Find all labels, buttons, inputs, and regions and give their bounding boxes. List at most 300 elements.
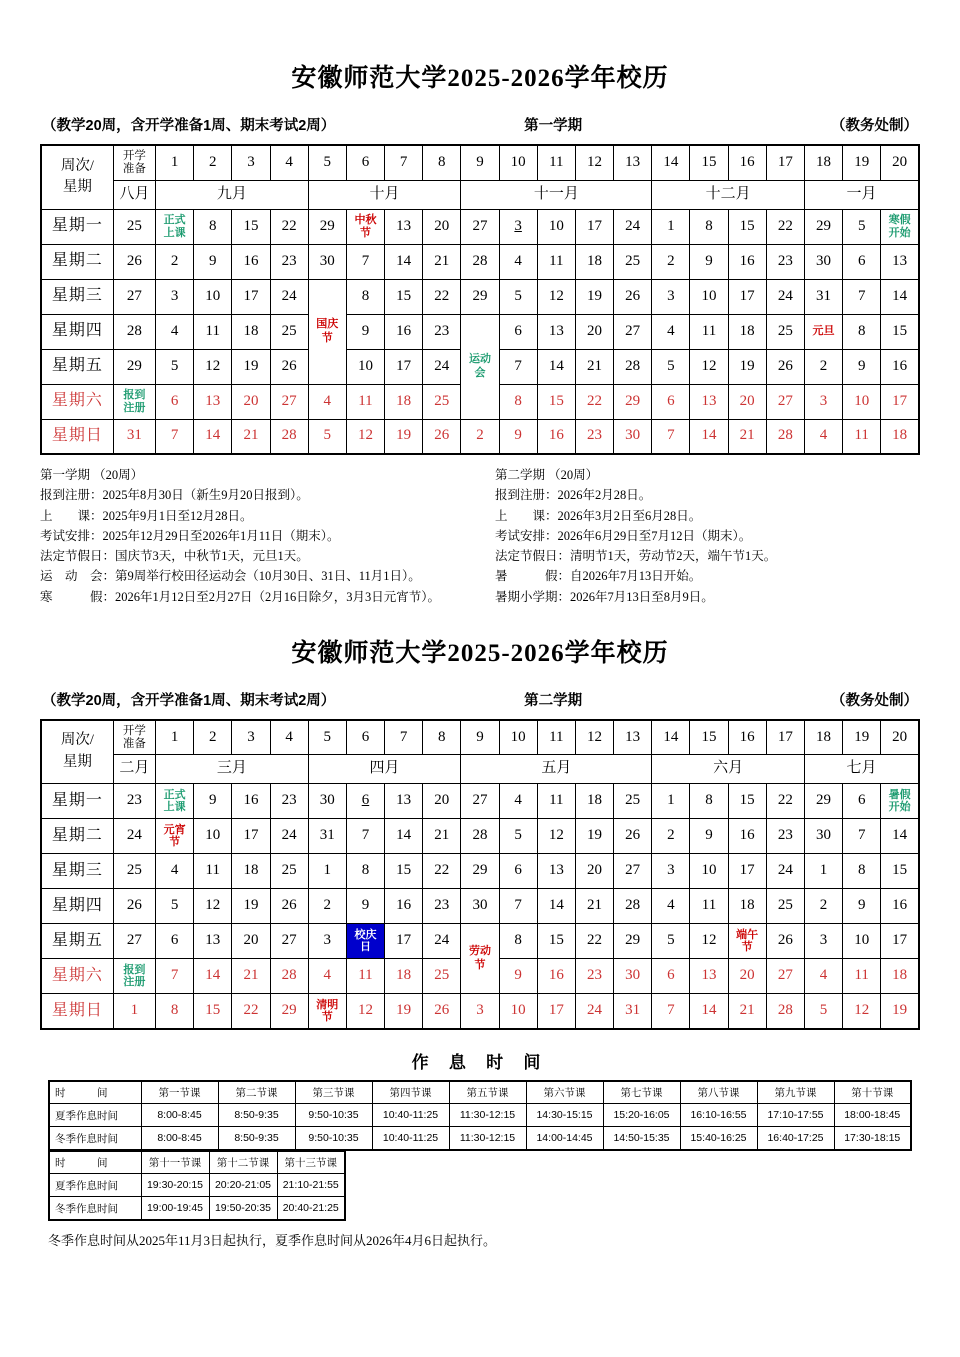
date-cell: 19 xyxy=(232,349,270,384)
winter-schedule-row-cell: 9:50-10:35 xyxy=(295,1127,372,1150)
date-cell: 19 xyxy=(881,994,919,1029)
calendar-day-row xyxy=(41,819,919,854)
date-cell: 9 xyxy=(690,819,728,854)
date-cell: 3 xyxy=(156,279,194,314)
summer-schedule-label: 夏季作息时间 xyxy=(49,1174,141,1197)
date-cell: 20 xyxy=(728,959,766,994)
date-cell: 19 xyxy=(575,279,613,314)
note-text: 2026年1月12日至2月27日（2月16日除夕，3月3日元宵节）。 xyxy=(115,589,441,604)
month-label-cell: 六月 xyxy=(652,755,805,784)
date-cell: 26 xyxy=(270,889,308,924)
calendar-day-row xyxy=(41,924,919,959)
date-cell: 25 xyxy=(423,384,461,419)
week-number-cell: 18 xyxy=(804,145,842,180)
date-cell: 8 xyxy=(499,384,537,419)
date-cell: 16 xyxy=(537,959,575,994)
date-cell: 26 xyxy=(113,244,155,279)
date-cell: 21 xyxy=(728,994,766,1029)
date-cell: 18 xyxy=(385,384,423,419)
date-cell: 19 xyxy=(232,889,270,924)
summer-schedule-row-cell: 9:50-10:35 xyxy=(295,1104,372,1127)
date-cell: 7 xyxy=(652,419,690,454)
date-cell: 14 xyxy=(690,994,728,1029)
date-cell: 2 xyxy=(156,244,194,279)
date-cell: 1 xyxy=(804,854,842,889)
weekday-label: 星期二 xyxy=(41,819,113,854)
schedule-time-header: 时 间 xyxy=(49,1151,141,1174)
date-cell: 2 xyxy=(652,819,690,854)
date-cell: 26 xyxy=(614,819,652,854)
winter-schedule-row-cell: 17:30-18:15 xyxy=(834,1127,911,1150)
date-cell: 11 xyxy=(537,244,575,279)
weekday-label: 星期二 xyxy=(41,244,113,279)
date-cell: 25 xyxy=(270,854,308,889)
date-cell: 27 xyxy=(270,924,308,959)
date-cell: 11 xyxy=(194,854,232,889)
week-number-cell: 9 xyxy=(461,720,499,755)
date-cell: 23 xyxy=(423,889,461,924)
date-cell: 9 xyxy=(843,349,881,384)
date-cell: 29 xyxy=(270,994,308,1029)
summer-schedule-row-cell: 17:10-17:55 xyxy=(757,1104,834,1127)
summer-schedule-row-cell: 10:40-11:25 xyxy=(372,1104,449,1127)
date-cell: 16 xyxy=(385,314,423,349)
month-row xyxy=(41,180,919,209)
event-cell: 元宵 节 xyxy=(156,819,194,854)
date-cell: 18 xyxy=(575,244,613,279)
date-cell: 27 xyxy=(614,314,652,349)
date-cell: 17 xyxy=(728,854,766,889)
weekday-label: 星期日 xyxy=(41,419,113,454)
weekday-label: 星期一 xyxy=(41,209,113,244)
date-cell: 12 xyxy=(843,994,881,1029)
event-cell: 中秋 节 xyxy=(346,209,384,244)
date-cell: 10 xyxy=(194,279,232,314)
date-cell: 13 xyxy=(194,384,232,419)
date-cell: 2 xyxy=(308,889,346,924)
week-number-cell: 6 xyxy=(346,145,384,180)
date-cell: 22 xyxy=(575,384,613,419)
week-number-cell: 12 xyxy=(575,720,613,755)
date-cell: 30 xyxy=(308,784,346,819)
date-cell: 17 xyxy=(881,384,919,419)
date-cell: 9 xyxy=(194,244,232,279)
date-cell: 19 xyxy=(575,819,613,854)
date-cell: 23 xyxy=(113,784,155,819)
week-number-cell: 1 xyxy=(156,145,194,180)
date-cell: 3 xyxy=(804,924,842,959)
date-cell: 3 xyxy=(308,924,346,959)
schedule-header-row-cell: 第二节课 xyxy=(218,1081,295,1104)
week-number-cell: 19 xyxy=(843,145,881,180)
semester-2-note-line xyxy=(495,587,920,607)
date-cell: 1 xyxy=(652,784,690,819)
teaching-weeks-note-2: （教学20周，含开学准备1周、期末考试2周） xyxy=(42,692,336,709)
date-cell: 26 xyxy=(423,994,461,1029)
date-cell: 25 xyxy=(614,244,652,279)
date-cell: 12 xyxy=(690,924,728,959)
week-number-cell: 13 xyxy=(614,145,652,180)
date-cell: 22 xyxy=(423,854,461,889)
date-cell: 25 xyxy=(113,209,155,244)
note-text: 第9周举行校田径运动会（10月30日、31日、11月1日）。 xyxy=(115,569,421,584)
date-cell: 17 xyxy=(385,349,423,384)
date-cell: 1 xyxy=(652,209,690,244)
note-label: 暑期小学期： xyxy=(495,589,571,604)
date-cell: 17 xyxy=(537,994,575,1029)
week-number-cell: 10 xyxy=(499,720,537,755)
date-cell: 26 xyxy=(766,924,804,959)
schedule-header-row-cell: 第十一节课 xyxy=(141,1151,209,1174)
semester-1-notes xyxy=(40,465,495,607)
note-label: 暑 假： xyxy=(495,569,571,584)
date-cell: 27 xyxy=(461,784,499,819)
event-span-cell: 运动 会 xyxy=(461,314,499,419)
week-number-cell: 15 xyxy=(690,145,728,180)
date-cell: 13 xyxy=(385,209,423,244)
date-cell: 4 xyxy=(652,314,690,349)
date-cell: 16 xyxy=(232,784,270,819)
date-cell: 24 xyxy=(270,819,308,854)
date-cell: 8 xyxy=(194,209,232,244)
schedule-header-row-cell: 第三节课 xyxy=(295,1081,372,1104)
date-cell: 20 xyxy=(575,314,613,349)
month-label-cell: 一月 xyxy=(804,180,919,209)
date-cell: 10 xyxy=(537,209,575,244)
date-cell: 23 xyxy=(766,244,804,279)
date-cell: 14 xyxy=(537,889,575,924)
schedule-tables xyxy=(48,1080,920,1221)
table-corner-label: 周次/ 星期 xyxy=(41,145,113,209)
date-cell: 20 xyxy=(423,209,461,244)
date-cell: 23 xyxy=(270,784,308,819)
date-cell: 25 xyxy=(113,854,155,889)
date-cell: 20 xyxy=(423,784,461,819)
date-cell: 10 xyxy=(194,819,232,854)
note-label: 法定节假日： xyxy=(495,549,571,563)
date-cell: 29 xyxy=(614,384,652,419)
note-label: 考试安排： xyxy=(40,528,103,543)
date-cell: 11 xyxy=(194,314,232,349)
date-cell: 5 xyxy=(308,419,346,454)
note-label: 考试安排： xyxy=(495,528,558,543)
date-cell: 10 xyxy=(843,384,881,419)
date-cell: 30 xyxy=(804,819,842,854)
date-cell: 16 xyxy=(728,819,766,854)
weekday-label: 星期六 xyxy=(41,384,113,419)
date-cell: 17 xyxy=(728,279,766,314)
winter-schedule-row-cell: 10:40-11:25 xyxy=(372,1127,449,1150)
date-cell: 14 xyxy=(881,279,919,314)
date-cell: 6 xyxy=(843,784,881,819)
date-cell: 7 xyxy=(843,819,881,854)
note-text: 2025年12月29日至2026年1月11日（期末）。 xyxy=(102,528,340,543)
weekday-label: 星期三 xyxy=(41,279,113,314)
schedule-title: 作 息 时 间 xyxy=(411,1052,549,1072)
schedule-header-row-cell: 第八节课 xyxy=(680,1081,757,1104)
date-cell: 15 xyxy=(537,924,575,959)
teaching-weeks-note-1: （教学20周，含开学准备1周、期末考试2周） xyxy=(42,118,336,134)
schedule-header-row-cell: 第十节课 xyxy=(834,1081,911,1104)
date-cell: 11 xyxy=(843,419,881,454)
date-cell: 3 xyxy=(652,854,690,889)
weekday-label: 星期四 xyxy=(41,314,113,349)
calendar-day-row xyxy=(41,279,919,314)
date-cell: 30 xyxy=(614,419,652,454)
date-cell: 27 xyxy=(461,209,499,244)
date-cell: 17 xyxy=(232,819,270,854)
date-cell: 29 xyxy=(804,209,842,244)
date-cell: 22 xyxy=(232,994,270,1029)
date-cell: 7 xyxy=(346,819,384,854)
week-number-cell: 17 xyxy=(766,145,804,180)
date-cell: 6 xyxy=(156,924,194,959)
calendar-day-row xyxy=(41,209,919,244)
date-cell: 15 xyxy=(881,854,919,889)
date-cell: 14 xyxy=(690,419,728,454)
weekday-label: 星期日 xyxy=(41,994,113,1029)
date-cell: 8 xyxy=(690,784,728,819)
date-cell: 4 xyxy=(156,314,194,349)
date-cell: 10 xyxy=(499,994,537,1029)
date-cell: 16 xyxy=(728,244,766,279)
date-cell: 28 xyxy=(614,349,652,384)
date-cell: 15 xyxy=(385,279,423,314)
date-cell: 4 xyxy=(308,384,346,419)
schedule-header-row-cell: 第九节课 xyxy=(757,1081,834,1104)
date-cell: 5 xyxy=(156,889,194,924)
date-cell: 8 xyxy=(346,279,384,314)
date-cell: 27 xyxy=(113,279,155,314)
month-row xyxy=(41,755,919,784)
date-cell: 16 xyxy=(232,244,270,279)
date-cell: 30 xyxy=(804,244,842,279)
date-cell: 24 xyxy=(270,279,308,314)
note-label: 运 动 会： xyxy=(40,569,116,584)
date-cell: 8 xyxy=(843,314,881,349)
event-cell: 寒假 开始 xyxy=(881,209,919,244)
date-cell: 5 xyxy=(652,349,690,384)
date-cell: 26 xyxy=(614,279,652,314)
date-cell: 17 xyxy=(232,279,270,314)
date-cell: 25 xyxy=(766,889,804,924)
prep-week-header: 开学 准备 xyxy=(113,720,155,755)
week-number-cell: 7 xyxy=(385,145,423,180)
date-cell: 22 xyxy=(575,924,613,959)
week-number-cell: 1 xyxy=(156,720,194,755)
week-number-cell: 20 xyxy=(881,720,919,755)
note-text: 国庆节3天，中秋节1天，元旦1天。 xyxy=(115,549,309,563)
date-cell: 26 xyxy=(270,349,308,384)
date-cell: 3 xyxy=(804,384,842,419)
date-cell: 29 xyxy=(614,924,652,959)
date-cell: 20 xyxy=(728,384,766,419)
event-cell: 暑假 开始 xyxy=(881,784,919,819)
date-cell: 11 xyxy=(537,784,575,819)
date-cell: 5 xyxy=(499,279,537,314)
date-cell: 15 xyxy=(881,314,919,349)
week-number-cell: 8 xyxy=(423,720,461,755)
month-label-cell: 十月 xyxy=(308,180,461,209)
schedule-header-row-cell: 第一节课 xyxy=(141,1081,218,1104)
schedule-header-row-cell: 第七节课 xyxy=(603,1081,680,1104)
date-cell: 13 xyxy=(881,244,919,279)
date-cell: 3 xyxy=(652,279,690,314)
date-cell: 14 xyxy=(194,959,232,994)
month-label-cell: 二月 xyxy=(113,755,155,784)
date-cell: 28 xyxy=(270,419,308,454)
date-cell: 31 xyxy=(614,994,652,1029)
winter-schedule-row-cell: 15:40-16:25 xyxy=(680,1127,757,1150)
semester-2-note-line xyxy=(495,566,920,586)
date-cell: 31 xyxy=(308,819,346,854)
summer-schedule-row-cell: 21:10-21:55 xyxy=(277,1174,345,1197)
week-number-cell: 9 xyxy=(461,145,499,180)
date-cell: 22 xyxy=(423,279,461,314)
date-cell: 5 xyxy=(843,209,881,244)
date-cell: 7 xyxy=(156,959,194,994)
date-cell: 2 xyxy=(804,889,842,924)
date-cell: 6 xyxy=(156,384,194,419)
schedule-header-row-cell: 第四节课 xyxy=(372,1081,449,1104)
note-label: 报到注册： xyxy=(40,488,103,503)
month-label-cell: 八月 xyxy=(113,180,155,209)
evening-schedule-table xyxy=(48,1150,346,1221)
summer-schedule-row-cell: 18:00-18:45 xyxy=(834,1104,911,1127)
date-cell: 16 xyxy=(385,889,423,924)
date-cell: 24 xyxy=(575,994,613,1029)
winter-schedule-row-cell: 16:40-17:25 xyxy=(757,1127,834,1150)
date-cell: 18 xyxy=(728,889,766,924)
date-cell: 27 xyxy=(766,384,804,419)
event-cell: 端午 节 xyxy=(728,924,766,959)
table-corner-label: 周次/ 星期 xyxy=(41,720,113,784)
week-number-cell: 18 xyxy=(804,720,842,755)
date-cell: 1 xyxy=(113,994,155,1029)
date-cell: 18 xyxy=(881,959,919,994)
date-cell: 23 xyxy=(270,244,308,279)
date-cell: 25 xyxy=(766,314,804,349)
event-cell: 元旦 xyxy=(804,314,842,349)
schedule-header-row-cell: 第十三节课 xyxy=(277,1151,345,1174)
date-cell: 5 xyxy=(499,819,537,854)
schedule-header-row xyxy=(49,1081,911,1104)
date-cell: 21 xyxy=(232,959,270,994)
summer-schedule-row-cell: 8:00-8:45 xyxy=(141,1104,218,1127)
date-cell: 4 xyxy=(499,244,537,279)
week-number-cell: 12 xyxy=(575,145,613,180)
date-cell: 20 xyxy=(232,924,270,959)
date-cell: 23 xyxy=(423,314,461,349)
month-label-cell: 十二月 xyxy=(652,180,805,209)
date-cell: 21 xyxy=(728,419,766,454)
date-cell: 13 xyxy=(194,924,232,959)
page-title-semester-1: 安徽师范大学2025-2026学年校历 xyxy=(291,65,669,92)
date-cell: 18 xyxy=(881,419,919,454)
calendar-day-row xyxy=(41,419,919,454)
date-cell: 28 xyxy=(461,819,499,854)
date-cell: 13 xyxy=(385,784,423,819)
week-number-cell: 4 xyxy=(270,145,308,180)
semester-1-note-line xyxy=(40,566,495,586)
schedule-header-row-cell: 第十二节课 xyxy=(209,1151,277,1174)
winter-schedule-row-cell: 8:00-8:45 xyxy=(141,1127,218,1150)
date-cell: 14 xyxy=(537,349,575,384)
semester-notes xyxy=(40,465,920,607)
date-cell: 2 xyxy=(652,244,690,279)
note-text: 2025年9月1日至12月28日。 xyxy=(102,508,253,523)
schedule-header-row-cell: 第六节课 xyxy=(526,1081,603,1104)
date-cell: 9 xyxy=(499,419,537,454)
winter-schedule-row-cell: 19:50-20:35 xyxy=(209,1197,277,1220)
date-cell: 11 xyxy=(346,384,384,419)
date-cell: 12 xyxy=(690,349,728,384)
date-cell: 31 xyxy=(113,419,155,454)
note-text: 2026年3月2日至6月28日。 xyxy=(557,508,702,523)
date-cell: 9 xyxy=(843,889,881,924)
semester-1-note-line xyxy=(40,587,495,607)
week-number-cell: 17 xyxy=(766,720,804,755)
week-number-cell: 20 xyxy=(881,145,919,180)
week-number-cell: 13 xyxy=(614,720,652,755)
week-number-cell: 3 xyxy=(232,145,270,180)
date-cell: 6 xyxy=(499,854,537,889)
subheader-semester-1 xyxy=(40,114,920,135)
date-cell: 23 xyxy=(766,819,804,854)
date-cell: 24 xyxy=(614,209,652,244)
calendar-day-row xyxy=(41,314,919,349)
date-cell: 4 xyxy=(652,889,690,924)
date-cell: 5 xyxy=(652,924,690,959)
date-cell: 30 xyxy=(308,244,346,279)
date-cell: 4 xyxy=(804,419,842,454)
summer-schedule-row-cell: 19:30-20:15 xyxy=(141,1174,209,1197)
calendar-day-row xyxy=(41,889,919,924)
date-cell: 12 xyxy=(194,349,232,384)
event-badge-cell: 校庆 日 xyxy=(346,924,384,959)
date-cell: 20 xyxy=(232,384,270,419)
semester-2-notes-title: 第二学期 （20周） xyxy=(495,468,599,482)
date-cell: 16 xyxy=(537,419,575,454)
date-cell: 6 xyxy=(499,314,537,349)
date-cell: 9 xyxy=(346,314,384,349)
week-number-cell: 15 xyxy=(690,720,728,755)
date-cell: 13 xyxy=(537,314,575,349)
date-cell-underlined: 6 xyxy=(346,784,384,819)
date-cell: 28 xyxy=(461,244,499,279)
month-label-cell: 九月 xyxy=(156,180,309,209)
winter-schedule-row xyxy=(49,1197,345,1220)
summer-schedule-label: 夏季作息时间 xyxy=(49,1104,141,1127)
date-cell: 24 xyxy=(766,854,804,889)
calendar-day-row xyxy=(41,854,919,889)
date-cell: 8 xyxy=(499,924,537,959)
weekday-label: 星期五 xyxy=(41,349,113,384)
week-number-cell: 7 xyxy=(385,720,423,755)
event-cell: 正式 上课 xyxy=(156,784,194,819)
date-cell: 16 xyxy=(881,349,919,384)
semester-1-notes-title: 第一学期 （20周） xyxy=(40,468,144,482)
date-cell: 29 xyxy=(461,854,499,889)
date-cell: 9 xyxy=(690,244,728,279)
date-cell: 17 xyxy=(575,209,613,244)
date-cell: 18 xyxy=(728,314,766,349)
date-cell: 29 xyxy=(308,209,346,244)
date-cell: 18 xyxy=(385,959,423,994)
date-cell: 8 xyxy=(156,994,194,1029)
semester-2-note-line xyxy=(495,526,920,546)
winter-schedule-row xyxy=(49,1127,911,1150)
